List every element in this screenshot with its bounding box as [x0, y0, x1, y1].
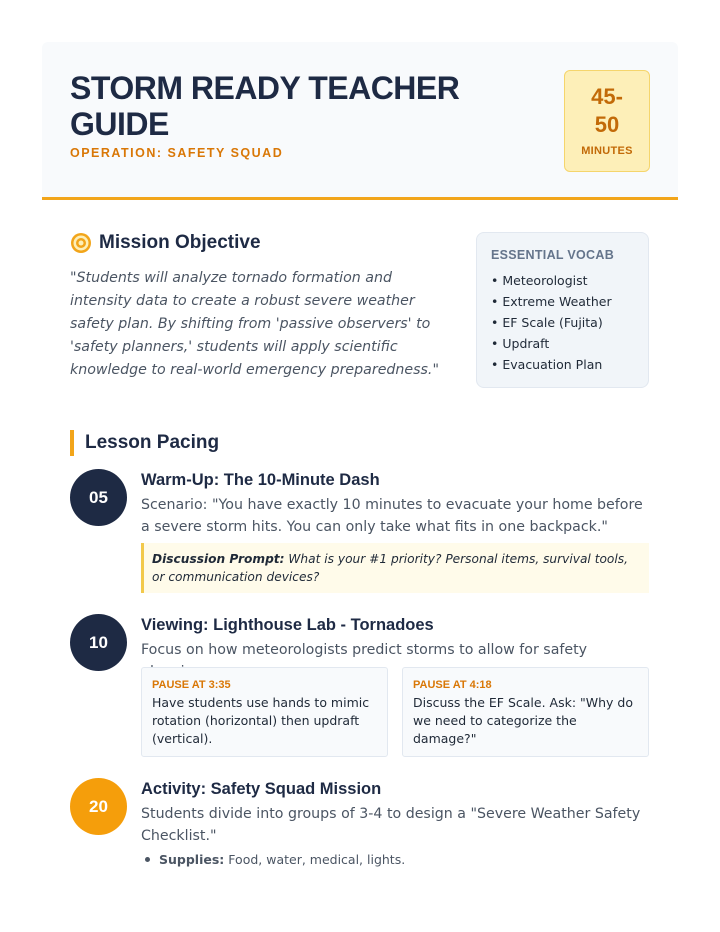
supplies-text: Food, water, medical, lights.: [228, 852, 406, 867]
vocab-item: • EF Scale (Fujita): [491, 315, 603, 330]
step-title: Viewing: Lighthouse Lab - Tornadoes: [141, 616, 434, 634]
pause-card: [402, 667, 649, 757]
discussion-prompt-text: What is your #1 priority? Personal items, survival tools, or communication devices?: [152, 552, 628, 584]
step-description: Focus on how meteorologists predict storms to allow for safety: [141, 642, 588, 658]
objective-title: Mission Objective: [99, 232, 261, 253]
vocab-item: • Evacuation Plan: [491, 357, 603, 372]
page-title: STORM READY TEACHER GUIDE: [70, 70, 460, 142]
step-title: Warm-Up: The 10-Minute Dash: [141, 471, 380, 489]
pause-card: [141, 667, 388, 757]
duration-value: 45- 50: [591, 84, 623, 137]
vocab-item: • Meteorologist: [491, 273, 588, 288]
pause-label: PAUSE AT 4:18: [413, 679, 492, 691]
step-minutes-badge: 20: [70, 778, 127, 835]
pause-label: PAUSE AT 3:35: [152, 679, 231, 691]
discussion-prompt-label: Discussion Prompt:: [152, 552, 285, 566]
pause-text: Have students use hands to mimic rotation (horizontal) then updraft (vertical).: [152, 695, 370, 746]
duration-unit: MINUTES: [581, 145, 633, 157]
discussion-prompt: [141, 543, 649, 593]
step-description: Students divide into groups of 3-4 to design a "Severe Weather Safety Checklist.": [141, 806, 641, 844]
guide-header: [42, 42, 678, 200]
step-minutes-badge: 10: [70, 614, 127, 671]
vocab-title: ESSENTIAL VOCAB: [491, 248, 615, 262]
step-minutes-badge: 05: [70, 469, 127, 526]
vocab-item: • Extreme Weather: [491, 294, 612, 309]
pacing-heading: Lesson Pacing: [70, 430, 219, 456]
target-icon: [70, 232, 92, 254]
vocab-item: • Updraft: [491, 336, 550, 351]
supplies-item: [145, 852, 405, 867]
step-title: Activity: Safety Squad Mission: [141, 780, 382, 798]
vocab-box: [476, 232, 649, 388]
objective-text: "Students will analyze tornado formation and intensity data to create a robust severe weather safety plan. By shifting from 'passive observers' to 'safety planners,' students will apply scientific knowledge to real-world emergency preparedness.": [70, 270, 439, 378]
supplies-label: Supplies:: [159, 852, 225, 867]
step-description: Scenario: "You have exactly 10 minutes to evacuate your home before a severe storm hits. You can only take what fits in one backpack.": [141, 497, 643, 535]
objective-heading: [70, 232, 261, 254]
pause-text: Discuss the EF Scale. Ask: "Why do we need to categorize the damage?": [413, 695, 634, 746]
page-subtitle: OPERATION: SAFETY SQUAD: [70, 146, 284, 160]
bullet-icon: [145, 857, 150, 862]
duration-badge: [564, 70, 650, 172]
